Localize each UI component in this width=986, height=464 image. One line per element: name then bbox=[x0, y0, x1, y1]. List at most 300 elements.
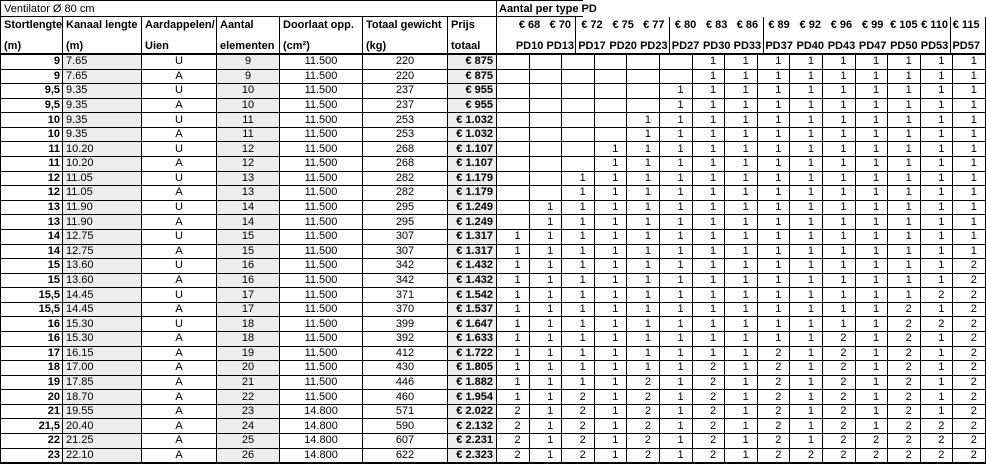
cell-pd-PD23: 1 bbox=[627, 303, 660, 317]
cell-pd-PD43: 1 bbox=[823, 303, 856, 317]
cell-pd-PD50: 1 bbox=[888, 259, 921, 273]
pd-type-label: PD53 bbox=[920, 40, 949, 52]
cell-pd-PD53: 1 bbox=[921, 172, 954, 186]
cell-pd-PD37: 1 bbox=[758, 142, 791, 156]
cell-pd-PD30: 1 bbox=[693, 303, 726, 317]
table-row bbox=[1, 186, 985, 201]
pd-price-label: € 99 bbox=[861, 19, 884, 31]
cell-aardappelen-uien: A bbox=[142, 347, 217, 361]
column-header-kanaal-lengte bbox=[63, 17, 142, 53]
cell-pd-PD47: 1 bbox=[856, 332, 889, 346]
cell-pd-PD30: 2 bbox=[693, 449, 726, 463]
cell-pd-PD23: 1 bbox=[627, 128, 660, 142]
cell-aardappelen-uien: A bbox=[142, 128, 217, 142]
cell-pd-PD10: 2 bbox=[497, 419, 530, 433]
cell-pd-PD57: 1 bbox=[970, 113, 977, 126]
cell-pd-PD10 bbox=[497, 113, 530, 127]
cell-pd-PD23: 1 bbox=[627, 288, 660, 302]
cell-pd-PD20 bbox=[595, 99, 628, 113]
pd-type-label: PD10 bbox=[515, 40, 544, 52]
cell-pd-PD53: 2 bbox=[921, 434, 954, 448]
cell-aantal-elementen: 11 bbox=[217, 128, 280, 142]
cell-stortlengte: 14 bbox=[1, 230, 63, 244]
cell-pd-PD43: 1 bbox=[823, 186, 856, 200]
cell-pd-PD53: 1 bbox=[921, 201, 954, 215]
cell-pd-PD27: 1 bbox=[660, 245, 693, 259]
cell-pd-PD43: 1 bbox=[823, 70, 856, 84]
cell-pd-PD53: 1 bbox=[921, 245, 954, 259]
cell-pd-PD30: 1 bbox=[693, 332, 726, 346]
cell-pd-PD43: 1 bbox=[823, 288, 856, 302]
cell-pd-PD53: 1 bbox=[921, 84, 954, 98]
cell-pd-PD20 bbox=[595, 84, 628, 98]
cell-pd-PD13: 1 bbox=[530, 419, 563, 433]
pd-column-header-PD17 bbox=[576, 17, 607, 53]
cell-pd-PD50: 2 bbox=[888, 434, 921, 448]
cell-kanaal-lengte: 14.45 bbox=[63, 303, 142, 317]
cell-prijs-totaal: € 1.633 bbox=[448, 332, 497, 346]
cell-pd-PD10: 1 bbox=[497, 274, 530, 288]
cell-pd-PD30: 1 bbox=[693, 128, 726, 142]
cell-pd-PD57: 1 bbox=[970, 201, 977, 214]
cell-pd-PD57: 2 bbox=[970, 273, 977, 286]
cell-pd-PD17 bbox=[562, 70, 595, 84]
cell-pd-PD43: 2 bbox=[823, 376, 856, 390]
cell-aardappelen-uien: U bbox=[142, 201, 217, 215]
cell-pd-PD27: 1 bbox=[660, 142, 693, 156]
cell-totaal-gewicht: 295 bbox=[363, 215, 448, 229]
pd-column-header-PD40 bbox=[795, 17, 826, 53]
cell-pd-PD13 bbox=[530, 142, 563, 156]
cell-pd-PD37: 2 bbox=[758, 434, 791, 448]
cell-pd-PD40: 1 bbox=[790, 434, 823, 448]
cell-pd-PD50: 2 bbox=[888, 376, 921, 390]
cell-pd-PD47: 1 bbox=[856, 70, 889, 84]
cell-aantal-elementen: 20 bbox=[217, 361, 280, 375]
cell-stortlengte: 19 bbox=[1, 376, 63, 390]
cell-prijs-totaal: € 1.317 bbox=[448, 230, 497, 244]
cell-pd-PD47: 1 bbox=[856, 157, 889, 171]
cell-pd-PD40: 1 bbox=[790, 303, 823, 317]
cell-pd-PD37: 1 bbox=[758, 317, 791, 331]
table-row bbox=[1, 390, 985, 405]
cell-pd-PD50: 2 bbox=[888, 332, 921, 346]
cell-pd-PD17: 1 bbox=[562, 186, 595, 200]
cell-pd-PD40: 1 bbox=[790, 317, 823, 331]
cell-pd-PD57: 1 bbox=[970, 244, 977, 257]
pd-type-label: PD40 bbox=[796, 40, 825, 52]
pd-type-label: PD27 bbox=[671, 40, 700, 52]
cell-prijs-totaal: € 1.647 bbox=[448, 317, 497, 331]
cell-pd-PD50: 1 bbox=[888, 55, 921, 69]
cell-doorlaat-opp: 11.500 bbox=[280, 259, 363, 273]
cell-pd-PD40: 1 bbox=[790, 405, 823, 419]
cell-pd-PD13 bbox=[530, 186, 563, 200]
cell-aardappelen-uien: U bbox=[142, 84, 217, 98]
table-row bbox=[1, 317, 985, 332]
cell-totaal-gewicht: 590 bbox=[363, 419, 448, 433]
pd-type-label: PD50 bbox=[890, 40, 918, 52]
cell-pd-PD37: 1 bbox=[758, 288, 791, 302]
cell-prijs-totaal: € 1.954 bbox=[448, 390, 497, 404]
cell-pd-PD33: 1 bbox=[725, 201, 758, 215]
cell-stortlengte: 16 bbox=[1, 317, 63, 331]
cell-pd-PD40: 1 bbox=[790, 113, 823, 127]
cell-pd-PD33: 1 bbox=[725, 215, 758, 229]
cell-pd-PD47: 1 bbox=[856, 128, 889, 142]
cell-pd-PD47: 1 bbox=[856, 347, 889, 361]
cell-pd-PD13: 1 bbox=[530, 390, 563, 404]
cell-aardappelen-uien: A bbox=[142, 332, 217, 346]
header-line: (cm²) bbox=[283, 40, 310, 52]
cell-aantal-elementen: 12 bbox=[217, 142, 280, 156]
cell-pd-PD40: 1 bbox=[790, 99, 823, 113]
cell-stortlengte: 13 bbox=[1, 215, 63, 229]
cell-pd-PD50: 2 bbox=[888, 405, 921, 419]
table-row bbox=[1, 113, 985, 128]
cell-pd-PD17: 1 bbox=[562, 230, 595, 244]
cell-pd-PD13: 1 bbox=[530, 288, 563, 302]
cell-pd-PD10 bbox=[497, 186, 530, 200]
cell-pd-PD27: 1 bbox=[660, 361, 693, 375]
cell-pd-PD13 bbox=[530, 84, 563, 98]
cell-aantal-elementen: 26 bbox=[217, 449, 280, 463]
cell-pd-PD43: 2 bbox=[823, 449, 856, 463]
cell-pd-PD33: 1 bbox=[725, 434, 758, 448]
cell-pd-PD10 bbox=[497, 215, 530, 229]
cell-pd-PD57: 1 bbox=[970, 157, 977, 170]
cell-aantal-elementen: 15 bbox=[217, 245, 280, 259]
cell-pd-PD23: 2 bbox=[627, 405, 660, 419]
pd-price-label: € 83 bbox=[706, 19, 728, 31]
cell-pd-PD27: 1 bbox=[660, 128, 693, 142]
cell-pd-PD37: 1 bbox=[758, 84, 791, 98]
cell-pd-PD40: 1 bbox=[790, 347, 823, 361]
cell-aantal-elementen: 18 bbox=[217, 317, 280, 331]
pd-type-label: PD23 bbox=[640, 40, 668, 52]
cell-pd-PD30: 1 bbox=[693, 99, 726, 113]
column-header-aardappelen-uien bbox=[142, 17, 217, 53]
cell-pd-PD57: 2 bbox=[970, 405, 977, 418]
cell-pd-PD37: 1 bbox=[758, 332, 791, 346]
pd-price-label: € 105 bbox=[890, 19, 918, 31]
cell-pd-PD20: 1 bbox=[595, 303, 628, 317]
cell-pd-PD10: 2 bbox=[497, 405, 530, 419]
cell-pd-PD37: 2 bbox=[758, 405, 791, 419]
cell-pd-PD10 bbox=[497, 128, 530, 142]
cell-pd-PD30: 1 bbox=[693, 157, 726, 171]
cell-pd-PD30: 1 bbox=[693, 347, 726, 361]
cell-pd-PD43: 1 bbox=[823, 274, 856, 288]
pd-column-header-PD23 bbox=[639, 17, 670, 53]
column-header-prijs-totaal bbox=[448, 17, 497, 53]
cell-pd-PD37: 2 bbox=[758, 419, 791, 433]
cell-stortlengte: 16 bbox=[1, 332, 63, 346]
cell-pd-PD17: 1 bbox=[562, 245, 595, 259]
cell-aantal-elementen: 19 bbox=[217, 347, 280, 361]
cell-pd-PD47: 1 bbox=[856, 186, 889, 200]
cell-aantal-elementen: 12 bbox=[217, 157, 280, 171]
cell-pd-PD57: 2 bbox=[970, 361, 977, 374]
cell-pd-PD33: 1 bbox=[725, 332, 758, 346]
cell-totaal-gewicht: 237 bbox=[363, 99, 448, 113]
cell-stortlengte: 9,5 bbox=[1, 99, 63, 113]
cell-pd-PD33: 1 bbox=[725, 245, 758, 259]
pd-type-label: PD33 bbox=[733, 40, 762, 52]
cell-pd-PD30: 2 bbox=[693, 390, 726, 404]
cell-pd-PD47: 1 bbox=[856, 361, 889, 375]
cell-aantal-elementen: 23 bbox=[217, 405, 280, 419]
cell-pd-PD20: 1 bbox=[595, 288, 628, 302]
cell-pd-PD27: 1 bbox=[660, 230, 693, 244]
cell-totaal-gewicht: 607 bbox=[363, 434, 448, 448]
cell-pd-PD53: 1 bbox=[921, 157, 954, 171]
cell-pd-PD27: 1 bbox=[660, 99, 693, 113]
cell-pd-PD17: 2 bbox=[562, 449, 595, 463]
cell-pd-PD10 bbox=[497, 201, 530, 215]
cell-aardappelen-uien: A bbox=[142, 70, 217, 84]
cell-doorlaat-opp: 11.500 bbox=[280, 84, 363, 98]
pd-column-header-PD20 bbox=[608, 17, 639, 53]
cell-pd-PD10: 1 bbox=[497, 376, 530, 390]
cell-kanaal-lengte: 7.65 bbox=[63, 70, 142, 84]
header-line: (kg) bbox=[366, 40, 387, 52]
cell-pd-PD57: 2 bbox=[970, 376, 977, 388]
cell-totaal-gewicht: 220 bbox=[363, 70, 448, 84]
cell-pd-PD10: 1 bbox=[497, 230, 530, 244]
cell-pd-PD10: 1 bbox=[497, 303, 530, 317]
cell-pd-PD33: 1 bbox=[725, 274, 758, 288]
cell-aantal-elementen: 16 bbox=[217, 274, 280, 288]
cell-kanaal-lengte: 11.05 bbox=[63, 186, 142, 200]
cell-pd-PD43: 2 bbox=[823, 419, 856, 433]
cell-prijs-totaal: € 1.432 bbox=[448, 274, 497, 288]
cell-pd-PD37: 1 bbox=[758, 70, 791, 84]
cell-pd-PD53: 1 bbox=[921, 142, 954, 156]
cell-pd-PD33: 1 bbox=[725, 142, 758, 156]
cell-pd-PD50: 1 bbox=[888, 84, 921, 98]
cell-totaal-gewicht: 412 bbox=[363, 347, 448, 361]
cell-pd-PD53: 1 bbox=[921, 70, 954, 84]
cell-pd-PD27: 1 bbox=[660, 215, 693, 229]
pd-price-label: € 75 bbox=[612, 19, 634, 31]
table-row bbox=[1, 215, 985, 230]
cell-prijs-totaal: € 1.805 bbox=[448, 361, 497, 375]
pd-type-label: PD13 bbox=[546, 40, 575, 52]
cell-pd-PD23: 2 bbox=[627, 449, 660, 463]
cell-pd-PD17: 2 bbox=[562, 419, 595, 433]
cell-pd-PD23: 1 bbox=[627, 157, 660, 171]
header-line: elementen bbox=[220, 40, 275, 52]
sheet-title: Ventilator Ø 80 cm bbox=[0, 0, 497, 17]
cell-aantal-elementen: 13 bbox=[217, 186, 280, 200]
cell-pd-PD17: 2 bbox=[562, 405, 595, 419]
cell-pd-PD43: 1 bbox=[823, 55, 856, 69]
cell-pd-PD47: 1 bbox=[856, 259, 889, 273]
cell-prijs-totaal: € 2.231 bbox=[448, 434, 497, 448]
cell-prijs-totaal: € 2.132 bbox=[448, 419, 497, 433]
cell-prijs-totaal: € 1.249 bbox=[448, 201, 497, 215]
cell-pd-PD30: 2 bbox=[693, 434, 726, 448]
cell-stortlengte: 10 bbox=[1, 113, 63, 127]
cell-kanaal-lengte: 11.90 bbox=[63, 215, 142, 229]
cell-aardappelen-uien: A bbox=[142, 434, 217, 448]
cell-doorlaat-opp: 11.500 bbox=[280, 157, 363, 171]
cell-pd-PD53: 1 bbox=[921, 376, 954, 390]
cell-pd-PD27 bbox=[660, 70, 693, 84]
cell-aantal-elementen: 14 bbox=[217, 215, 280, 229]
cell-pd-PD40: 1 bbox=[790, 376, 823, 390]
cell-pd-PD53: 1 bbox=[921, 259, 954, 273]
cell-aardappelen-uien: A bbox=[142, 361, 217, 375]
cell-pd-PD13: 1 bbox=[530, 361, 563, 375]
cell-pd-PD27: 1 bbox=[660, 201, 693, 215]
cell-pd-PD37: 1 bbox=[758, 172, 791, 186]
cell-totaal-gewicht: 307 bbox=[363, 245, 448, 259]
cell-pd-PD53: 1 bbox=[921, 215, 954, 229]
cell-pd-PD30: 2 bbox=[693, 405, 726, 419]
cell-pd-PD23: 2 bbox=[627, 390, 660, 404]
cell-pd-PD20 bbox=[595, 70, 628, 84]
pd-price-label: € 72 bbox=[581, 19, 603, 31]
cell-pd-PD20: 1 bbox=[595, 434, 628, 448]
cell-pd-PD30: 1 bbox=[693, 288, 726, 302]
cell-pd-PD23: 1 bbox=[627, 142, 660, 156]
cell-prijs-totaal: € 1.317 bbox=[448, 245, 497, 259]
cell-aardappelen-uien: A bbox=[142, 215, 217, 229]
cell-pd-PD53: 1 bbox=[921, 361, 954, 375]
cell-pd-PD50: 1 bbox=[888, 157, 921, 171]
cell-pd-PD50: 2 bbox=[888, 419, 921, 433]
pd-price-label: € 115 bbox=[952, 19, 980, 31]
cell-pd-PD50: 1 bbox=[888, 128, 921, 142]
pd-price-label: € 110 bbox=[921, 19, 948, 31]
cell-doorlaat-opp: 11.500 bbox=[280, 303, 363, 317]
cell-pd-PD17 bbox=[562, 84, 595, 98]
cell-pd-PD50: 1 bbox=[888, 288, 921, 302]
cell-prijs-totaal: € 1.722 bbox=[448, 347, 497, 361]
cell-pd-PD30: 1 bbox=[693, 55, 726, 69]
cell-pd-PD13: 1 bbox=[530, 347, 563, 361]
cell-totaal-gewicht: 460 bbox=[363, 390, 448, 404]
cell-pd-PD13 bbox=[530, 99, 563, 113]
cell-pd-PD53: 2 bbox=[921, 419, 954, 433]
cell-prijs-totaal: € 1.882 bbox=[448, 376, 497, 390]
cell-pd-PD27: 1 bbox=[660, 113, 693, 127]
pd-column-header-PD43 bbox=[826, 17, 857, 53]
cell-pd-PD47: 1 bbox=[856, 288, 889, 302]
cell-pd-PD23: 1 bbox=[627, 172, 660, 186]
cell-pd-PD43: 1 bbox=[823, 201, 856, 215]
cell-aardappelen-uien: A bbox=[142, 157, 217, 171]
cell-pd-PD40: 1 bbox=[790, 172, 823, 186]
cell-doorlaat-opp: 11.500 bbox=[280, 288, 363, 302]
cell-aantal-elementen: 16 bbox=[217, 259, 280, 273]
cell-pd-PD37: 1 bbox=[758, 274, 791, 288]
cell-pd-PD37: 1 bbox=[758, 245, 791, 259]
cell-pd-PD27: 1 bbox=[660, 84, 693, 98]
cell-pd-PD17 bbox=[562, 99, 595, 113]
cell-pd-PD43: 1 bbox=[823, 259, 856, 273]
cell-pd-PD20: 1 bbox=[595, 201, 628, 215]
cell-pd-PD57: 2 bbox=[970, 434, 977, 447]
pd-price-label: € 86 bbox=[736, 19, 759, 31]
cell-pd-PD57: 2 bbox=[970, 288, 977, 301]
cell-pd-PD33: 1 bbox=[725, 157, 758, 171]
cell-totaal-gewicht: 282 bbox=[363, 186, 448, 200]
cell-pd-PD17: 2 bbox=[562, 434, 595, 448]
cell-pd-PD20: 1 bbox=[595, 419, 628, 433]
header-line: Prijs bbox=[451, 19, 475, 31]
pd-price-label: € 92 bbox=[799, 19, 821, 31]
cell-pd-PD30: 1 bbox=[693, 274, 726, 288]
cell-pd-PD30: 1 bbox=[693, 113, 726, 127]
cell-pd-PD13: 1 bbox=[530, 376, 563, 390]
cell-kanaal-lengte: 17.85 bbox=[63, 376, 142, 390]
cell-pd-PD40: 1 bbox=[790, 70, 823, 84]
cell-pd-PD13: 1 bbox=[530, 245, 563, 259]
cell-prijs-totaal: € 1.179 bbox=[448, 186, 497, 200]
cell-kanaal-lengte: 21.25 bbox=[63, 434, 142, 448]
title-row bbox=[0, 0, 986, 17]
table-row bbox=[1, 128, 985, 143]
cell-prijs-totaal: € 1.432 bbox=[448, 259, 497, 273]
pd-column-header-PD10 bbox=[514, 17, 545, 53]
cell-pd-PD47: 1 bbox=[856, 376, 889, 390]
cell-pd-PD30: 1 bbox=[693, 201, 726, 215]
cell-pd-PD20: 1 bbox=[595, 245, 628, 259]
cell-pd-PD20: 1 bbox=[595, 376, 628, 390]
cell-pd-PD53: 1 bbox=[921, 99, 954, 113]
cell-pd-PD40: 1 bbox=[790, 84, 823, 98]
cell-pd-PD10 bbox=[497, 157, 530, 171]
cell-pd-PD10: 1 bbox=[497, 259, 530, 273]
cell-aardappelen-uien: U bbox=[142, 259, 217, 273]
cell-pd-PD47: 1 bbox=[856, 303, 889, 317]
cell-pd-PD20: 1 bbox=[595, 230, 628, 244]
cell-doorlaat-opp: 11.500 bbox=[280, 245, 363, 259]
cell-pd-PD17 bbox=[562, 55, 595, 69]
cell-pd-PD20: 1 bbox=[595, 259, 628, 273]
cell-pd-PD30: 1 bbox=[693, 84, 726, 98]
column-header-row bbox=[0, 17, 986, 55]
cell-pd-PD20: 1 bbox=[595, 172, 628, 186]
cell-pd-PD10 bbox=[497, 55, 530, 69]
cell-pd-PD37: 1 bbox=[758, 303, 791, 317]
cell-pd-PD27: 1 bbox=[660, 347, 693, 361]
cell-pd-PD13: 1 bbox=[530, 317, 563, 331]
cell-totaal-gewicht: 622 bbox=[363, 449, 448, 463]
column-header-doorlaat-opp bbox=[280, 17, 363, 53]
cell-pd-PD30: 1 bbox=[693, 215, 726, 229]
cell-pd-PD57: 2 bbox=[970, 303, 977, 316]
cell-aardappelen-uien: U bbox=[142, 55, 217, 69]
cell-pd-PD50: 1 bbox=[888, 215, 921, 229]
cell-pd-PD33: 1 bbox=[725, 128, 758, 142]
table-body bbox=[0, 55, 986, 464]
cell-stortlengte: 9 bbox=[1, 55, 63, 69]
pd-type-label: PD20 bbox=[609, 40, 637, 52]
table-row bbox=[1, 376, 985, 391]
cell-prijs-totaal: € 1.537 bbox=[448, 303, 497, 317]
cell-aantal-elementen: 9 bbox=[217, 55, 280, 69]
cell-pd-PD50: 1 bbox=[888, 245, 921, 259]
cell-pd-PD17: 1 bbox=[562, 172, 595, 186]
cell-aardappelen-uien: A bbox=[142, 245, 217, 259]
cell-pd-PD27: 1 bbox=[660, 317, 693, 331]
cell-pd-PD27: 1 bbox=[660, 434, 693, 448]
cell-kanaal-lengte: 15.30 bbox=[63, 332, 142, 346]
